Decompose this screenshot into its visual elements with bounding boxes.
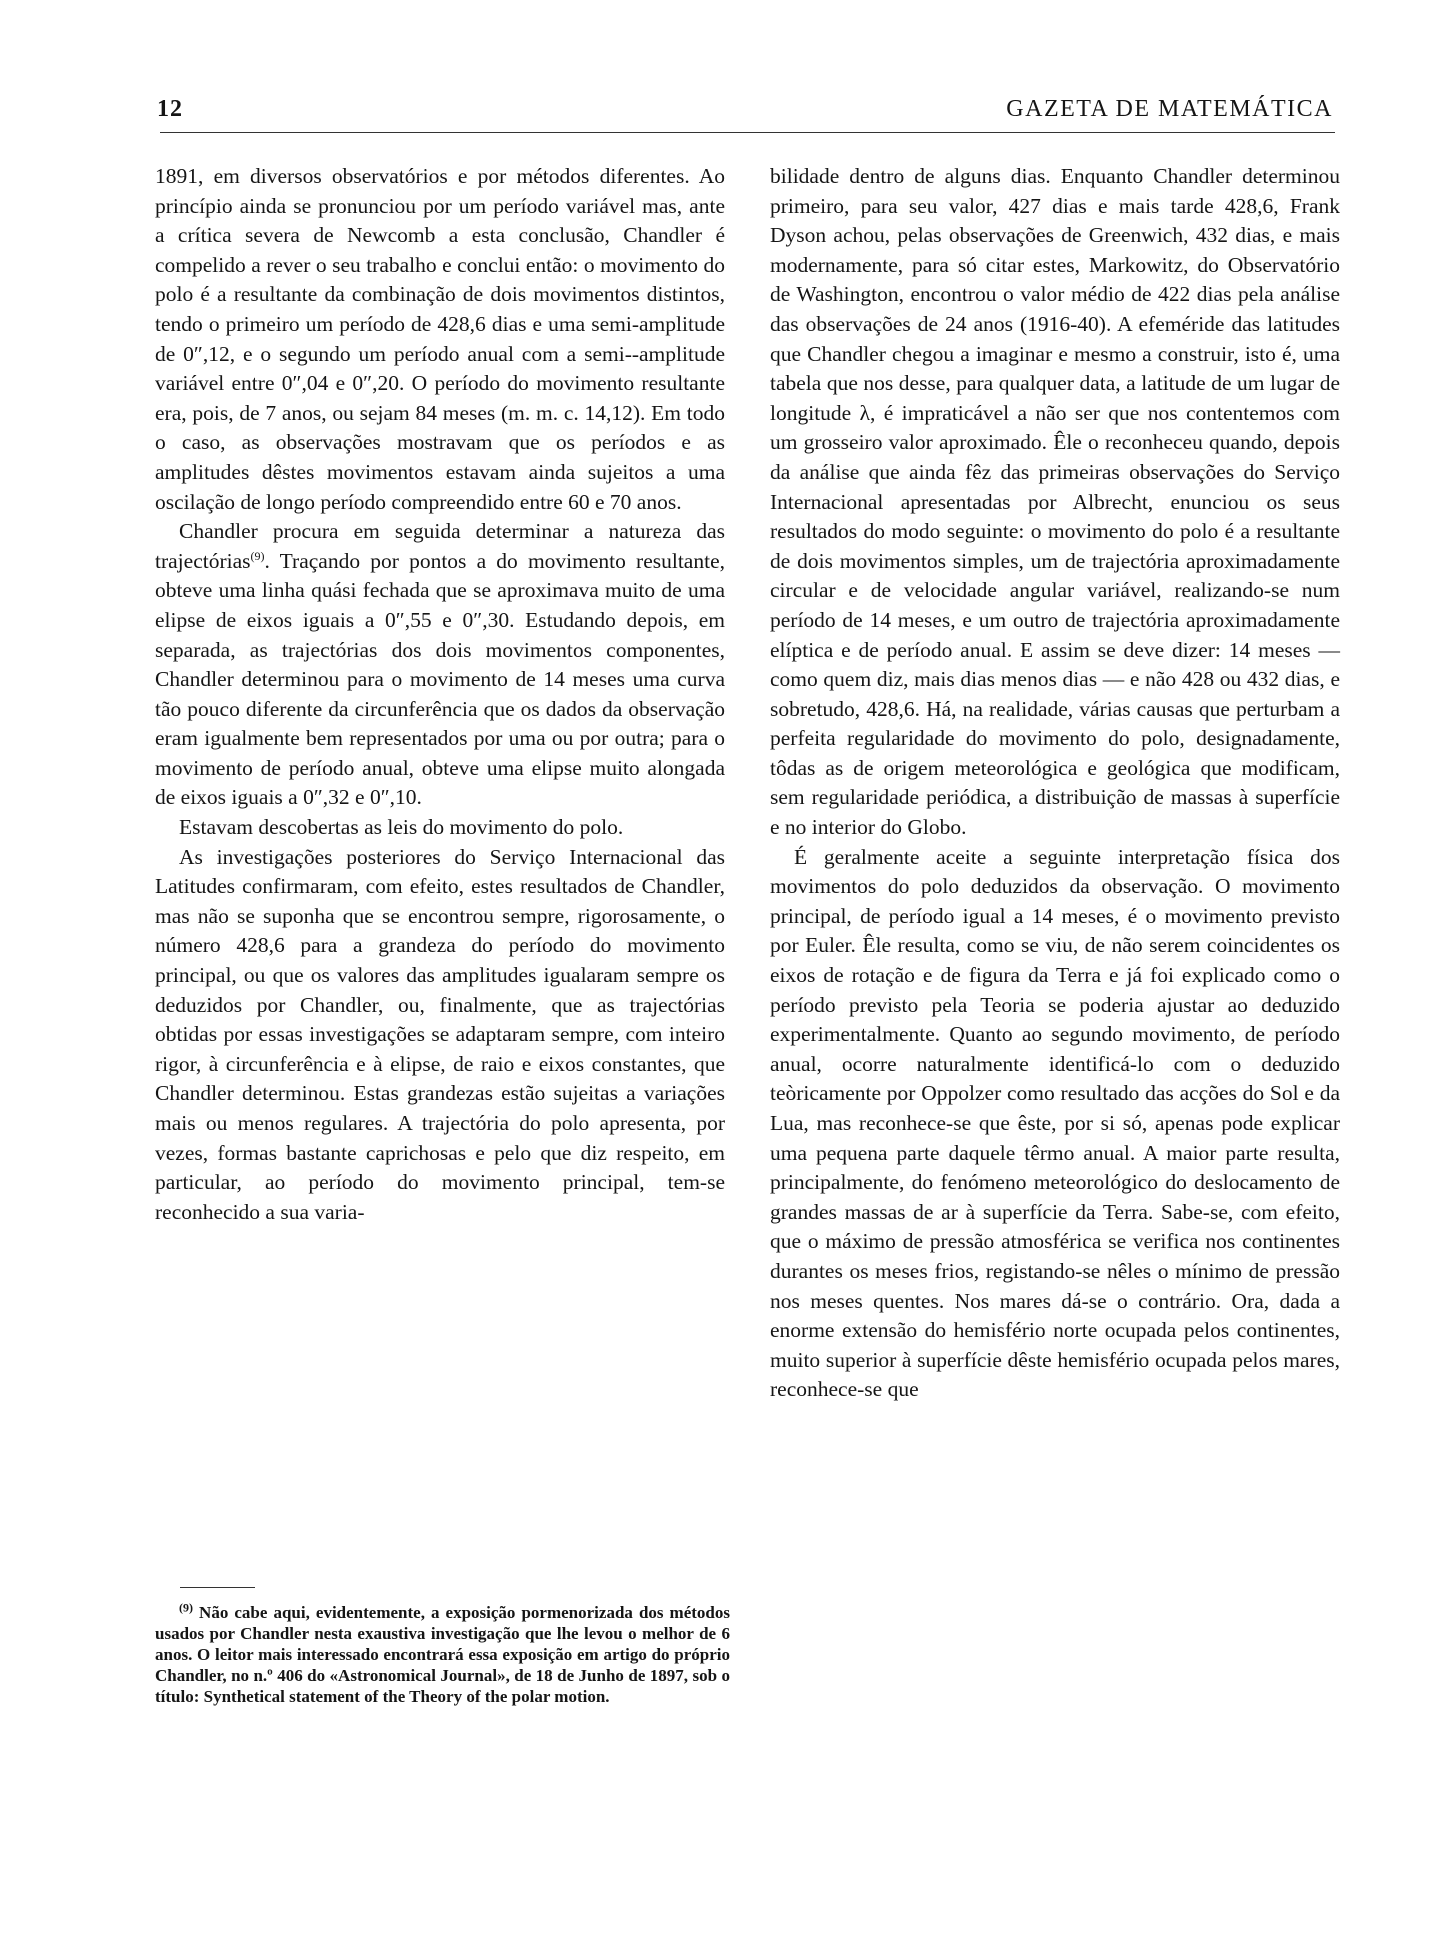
left-paragraph-2	[155, 517, 725, 813]
footnote-reference: (9)	[250, 548, 265, 563]
footnote-rule	[180, 1587, 255, 1588]
right-paragraph-2: É geralmente aceite a seguinte interpretação física dos movimentos do polo deduzidos da observação. O movimento principal, de período igual a 14 meses, é o movimento previsto por Euler. Êle resulta, como se viu, de não serem coincidentes os eixos de rotação e de figura da Terra e já foi explicado como o período previsto pela Teoria se poderia ajustar ao deduzido experimentalmente. Quanto ao segundo movimento, de período anual, ocorre naturalmente identificá-lo com o deduzido teòricamente por Oppolzer como resultado das acções do Sol e da Lua, mas reconhece-se que êste, por si só, apenas pode explicar uma pequena parte daquele têrmo anual. A maior parte resulta, principalmente, do fenómeno meteorológico do deslocamento de grandes massas de ar à superfície da Terra. Sabe-se, com efeito, que o máximo de pressão atmosférica se verifica nos continentes durantes os meses frios, registando-se nêles o mínimo de pressão nos meses quentes. Nos mares dá-se o contrário. Ora, dada a enorme extensão do hemisfério norte ocupada pelos continentes, muito superior à superfície dêste hemisfério ocupada pelos mares, reconhece-se que	[770, 844, 1340, 1402]
left-paragraph-1: 1891, em diversos observatórios e por métodos diferentes. Ao princípio ainda se pronunciou por um período variável mas, ante a crítica severa de Newcomb a esta conclusão, Chandler é compelido a rever o seu trabalho e conclui então: o movimento do polo é a resultante da combinação de dois movimentos distintos, tendo o primeiro um período de 428,6 dias e uma semi-amplitude de 0″,12, e o segundo um período anual com a semi--amplitude variável entre 0″,04 e 0″,20. O período do movimento resultante era, pois, de 7 anos, ou sejam 84 meses (m. m. c. 14,12). Em todo o caso, as observações mostravam que os períodos e as amplitudes dêstes movimentos estavam ainda sujeitos a uma oscilação de longo período compreendido entre 60 e 70 anos.	[155, 164, 725, 514]
footnote	[155, 1602, 730, 1707]
page-number: 12	[157, 96, 183, 122]
left-column	[155, 162, 725, 1227]
footnote-marker: (9)	[179, 1600, 193, 1615]
header-rule	[160, 132, 1335, 133]
right-paragraph-1: bilidade dentro de alguns dias. Enquanto Chandler determinou primeiro, para seu valor, 427 dias e mais tarde 428,6, Frank Dyson achou, pelas observações de Greenwich, 432 dias, e mais modernamente, para só citar estes, Markowitz, do Observatório de Washington, encontrou o valor médio de 422 dias pela análise das observações de 24 anos (1916-40). A efeméride das latitudes que Chandler chegou a imaginar e mesmo a construir, isto é, uma tabela que nos desse, para qualquer data, a latitude de um lugar de longitude λ, é impraticável a não ser que nos contentemos com um grosseiro valor aproximado. Êle o reconheceu quando, depois da análise que ainda fêz das primeiras observações do Serviço Internacional apresentadas por Albrecht, enunciou os seus resultados do modo seguinte: o movimento do polo é a resultante de dois movimentos simples, um de trajectória aproximadamente circular e de velocidade angular variável, realizando-se num período de 14 meses, e um outro de trajectória aproximadamente elíptica e de período anual. E assim se deve dizer: 14 meses — como quem diz, mais dias menos dias — e não 428 ou 432 dias, e sobretudo, 428,6. Há, na realidade, várias causas que perturbam a perfeita regularidade do movimento do polo, designadamente, tôdas as de origem meteorológica e geológica que modificam, sem regularidade periódica, a distribuição de massas à superfície e no interior do Globo.	[770, 164, 1340, 840]
right-column	[770, 162, 1340, 1405]
left-paragraph-2-text-b: . Traçando por pontos a do movimento resultante, obteve uma linha quási fechada que se aproximava muito de uma elipse de eixos iguais a 0″,55 e 0″,30. Estudando depois, em separada, as trajectórias dos dois movimentos componentes, Chandler determinou para o movimento de 14 meses uma curva tão pouco diferente da circunferência que os dados da observação eram igualmente bem representados por uma ou por outra; para o movimento de período anual, obteve uma elipse muito alongada de eixos iguais a 0″,32 e 0″,10.	[155, 548, 725, 810]
footnote-text: Não cabe aqui, evidentemente, a exposição pormenorizada dos métodos usados por Chandler nesta exaustiva investigação que lhe levou o melhor de 6 anos. O leitor mais interessado encontrará essa exposição em artigo do próprio Chandler, no n.º 406 do «Astronomical Journal», de 18 de Junho de 1897, sob o título: Synthetical statement of the Theory of the polar motion.	[155, 1603, 730, 1706]
left-paragraph-4: As investigações posteriores do Serviço Internacional das Latitudes confirmaram, com efeito, estes resultados de Chandler, mas não se suponha que se encontrou sempre, rigorosamente, o número 428,6 para a grandeza do período do movimento principal, ou que os valores das amplitudes igualaram sempre os deduzidos por Chandler, ou, finalmente, que as trajectórias obtidas por essas investigações se adaptaram sempre, com inteiro rigor, à circunferência e à elipse, de raio e eixos constantes, que Chandler determinou. Estas grandezas estão sujeitas a variações mais ou menos regulares. A trajectória do polo apresenta, por vezes, formas bastante caprichosas e pelo que diz respeito, em particular, ao período do movimento principal, tem-se reconhecido a sua varia-	[155, 844, 725, 1224]
journal-title: GAZETA DE MATEMÁTICA	[1006, 96, 1333, 122]
left-paragraph-2-text-a: Chandler procura em seguida determinar a natureza das trajectórias	[155, 519, 725, 573]
left-paragraph-3: Estavam descobertas as leis do movimento do polo.	[179, 815, 624, 840]
running-header	[153, 92, 1333, 132]
